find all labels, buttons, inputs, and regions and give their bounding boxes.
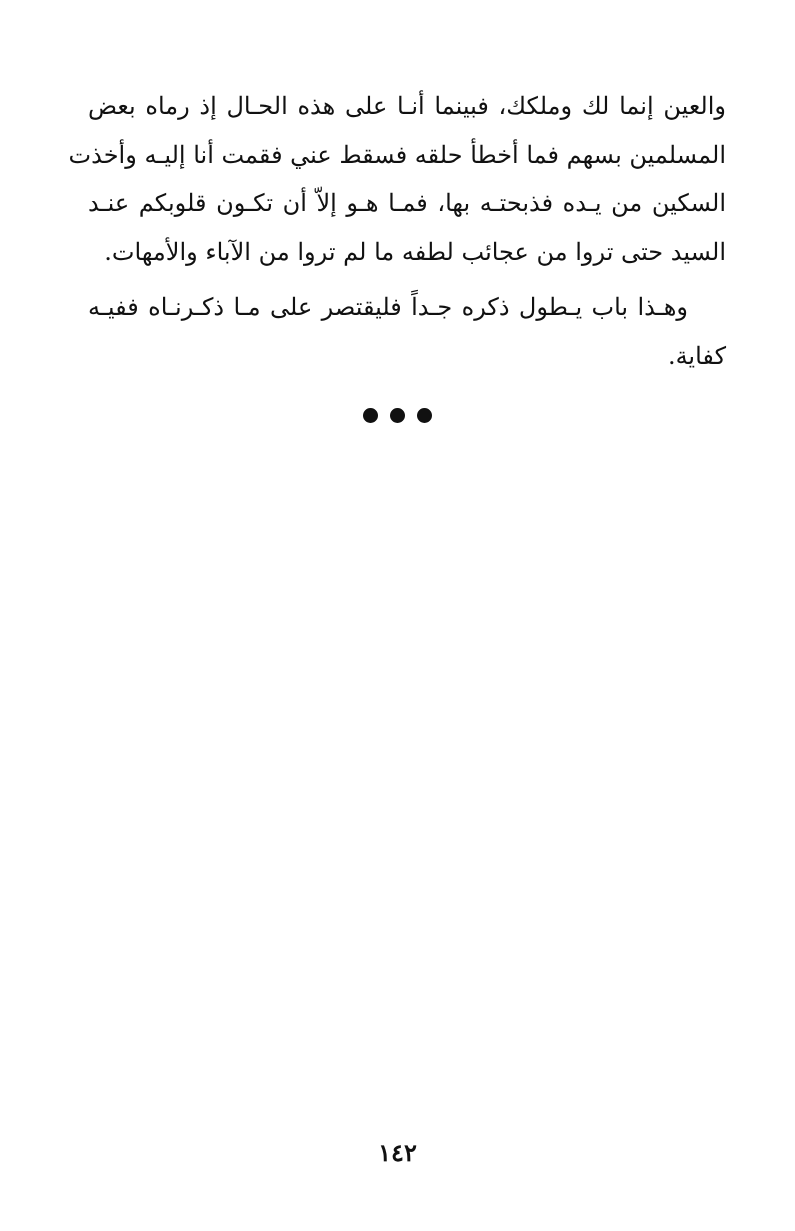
paragraph-2 (88, 283, 726, 380)
separator-dot (363, 408, 378, 423)
body-text (68, 82, 727, 381)
text-line: المسلمين بسهم فما أخطأ حلقه فسقط عني فقمت أنا إليـه وأخذت (68, 140, 726, 169)
section-separator (0, 408, 795, 423)
text-line: كفاية. (667, 341, 726, 370)
text-line: السيد حتى تروا من عجائب لطفه ما لم تروا من الآباء والأمهات. (104, 237, 726, 266)
page-number: ١٤٢ (378, 1138, 417, 1167)
paragraph-gap (88, 276, 726, 283)
separator-dot (417, 408, 432, 423)
text-line: السكين من يـده فذبحتـه بها، فمـا هـو إلاّ أن تكـون قلوبكم عنـد (88, 189, 727, 218)
text-line: والعين إنما لك وملكك، فبينما أنـا على هذه الحـال إذ رماه بعض (88, 92, 727, 120)
paragraph-1 (68, 82, 727, 276)
separator-dot (390, 408, 405, 423)
text-line: وهـذا باب يـطول ذكره جـداً فليقتصر على مـا ذكـرنـاه ففيـه (88, 293, 688, 322)
